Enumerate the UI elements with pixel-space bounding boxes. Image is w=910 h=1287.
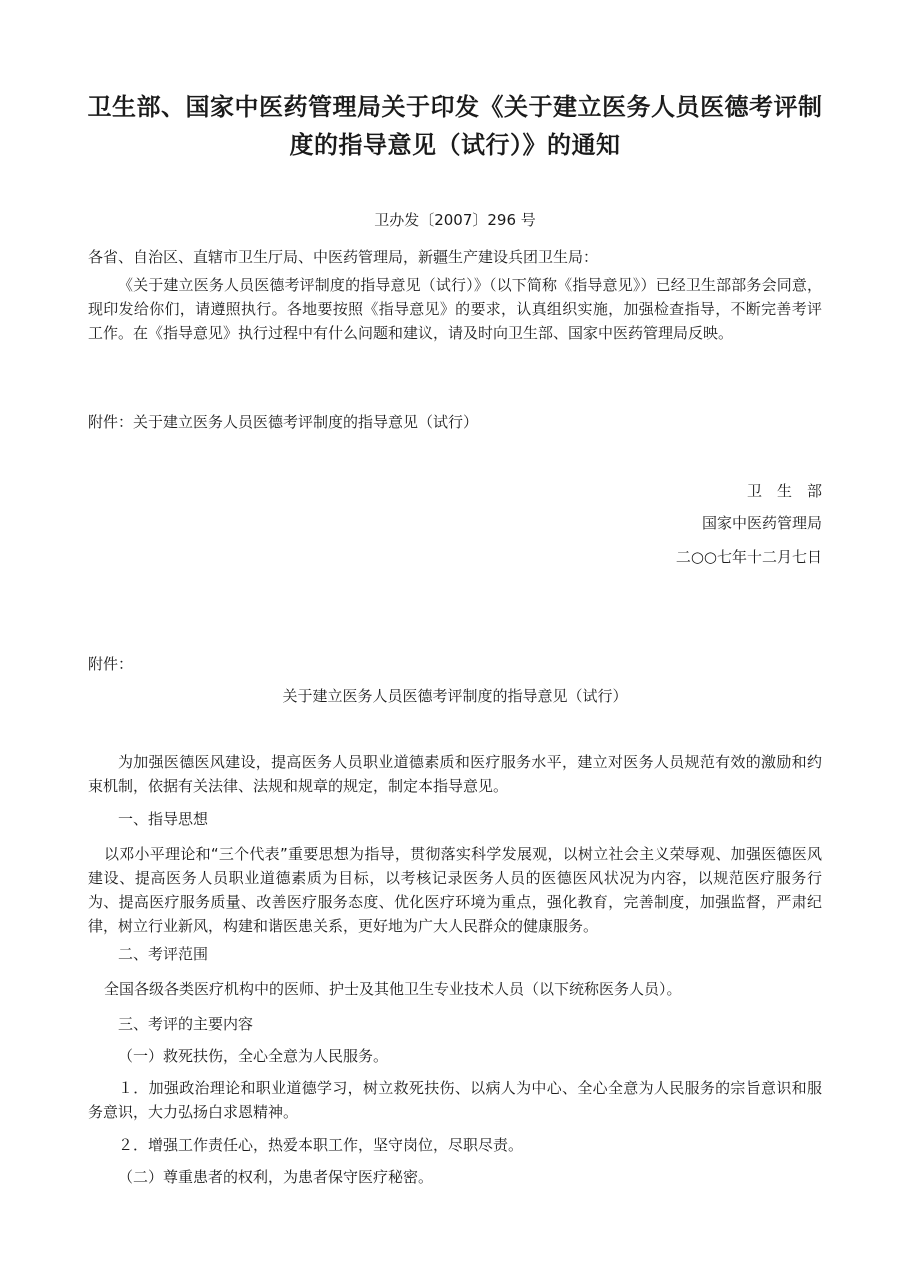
section-2-heading: 二、考评范围: [118, 945, 209, 963]
recipients-line: 各省、自治区、直辖市卫生厅局、中医药管理局，新疆生产建设兵团卫生局：: [88, 248, 599, 266]
attachment-intro-paragraph: 为加强医德医风建设，提高医务人员职业道德素质和医疗服务水平，建立对医务人员规范有效的激励和约束机制，依据有关法律、法规和规章的规定，制定本指导意见。: [88, 753, 822, 795]
section-1-heading: 一、指导思想: [118, 810, 209, 828]
item-1-point-1: １．加强政治理论和职业道德学习，树立救死扶伤、以病人为中心、全心全意为人民服务的宗旨意识和服务意识，大力弘扬白求恩精神。: [88, 1079, 822, 1121]
attachment-note: 附件：关于建立医务人员医德考评制度的指导意见（试行）: [88, 413, 479, 431]
notice-body-paragraph: 《关于建立医务人员医德考评制度的指导意见（试行）》（以下简称《指导意见》）已经卫生部部务会同意，现印发给你们，请遵照执行。各地要按照《指导意见》的要求，认真组织实施，加强检查指导，不断完善考评工作。在《指导意见》执行过程中有什么问题和建议，请及时向卫生部、国家中医药管理局反映。: [88, 276, 822, 342]
section-3-heading: 三、考评的主要内容: [118, 1015, 254, 1033]
title-line-2: 度的指导意见（试行）》的通知: [289, 130, 621, 159]
item-1-point-2: ２．增强工作责任心，热爱本职工作，坚守岗位，尽职尽责。: [118, 1136, 524, 1154]
section-2-paragraph: 全国各级各类医疗机构中的医师、护士及其他卫生专业技术人员（以下统称医务人员）。: [104, 980, 682, 998]
document-number: 卫办发〔2007〕296 号: [374, 211, 536, 229]
attachment-label: 附件：: [88, 655, 134, 673]
title-line-1: 卫生部、国家中医药管理局关于印发《关于建立医务人员医德考评制: [87, 92, 823, 121]
section-1-paragraph: 以邓小平理论和“三个代表”重要思想为指导，贯彻落实科学发展观，以树立社会主义荣辱观、加强医德医风建设、提高医务人员职业道德素质为目标，以考核记录医务人员的医德医风状况为内容，以规范医疗服务行为、提高医疗服务质量、改善医疗服务态度、优化医疗环境为重点，强化教育，完善制度，加强监督，严肃纪律，树立行业新风，构建和谐医患关系，更好地为广大人民群众的健康服务。: [88, 845, 822, 935]
signature-date: 二○○七年十二月七日: [675, 548, 822, 566]
attachment-title: 关于建立医务人员医德考评制度的指导意见（试行）: [282, 687, 628, 705]
item-1-heading: （一）救死扶伤，全心全意为人民服务。: [118, 1047, 389, 1065]
document-title: [60, 88, 850, 164]
item-2-heading: （二）尊重患者的权利，为患者保守医疗秘密。: [118, 1168, 434, 1186]
signature-tcm-administration: 国家中医药管理局: [701, 514, 822, 532]
signature-ministry-of-health: 卫 生 部: [746, 482, 822, 500]
